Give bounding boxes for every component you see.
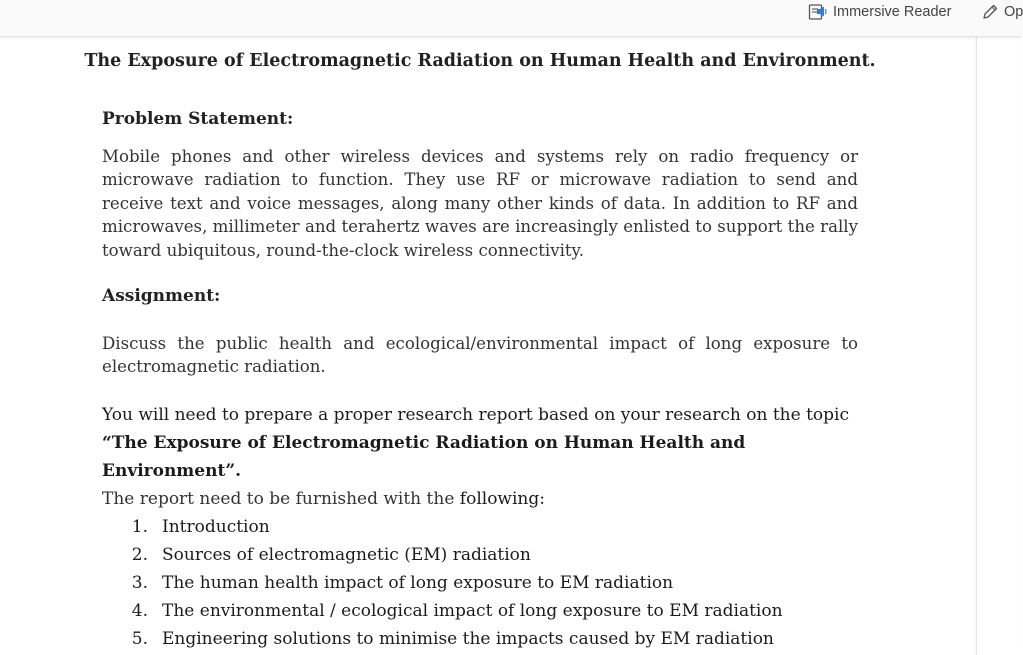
open-edit-label: Op <box>1004 4 1023 20</box>
problem-statement-heading: Problem Statement: <box>102 109 294 129</box>
right-pane-gutter <box>976 37 1022 655</box>
list-item-text: Engineering solutions to minimise the impacts caused by EM radiation <box>162 629 774 649</box>
report-need-text: The report need to be furnished with the <box>102 489 455 509</box>
report-following-text: following: <box>454 489 545 509</box>
list-item-number: 4. <box>131 601 148 621</box>
report-topic: “The Exposure of Electromagnetic Radiation on Human Health and Environment”. <box>102 433 746 481</box>
top-toolbar <box>0 0 1021 37</box>
list-item-text: Sources of electromagnetic (EM) radiation <box>162 545 531 565</box>
list-item <box>102 513 783 541</box>
open-edit-button[interactable] <box>981 0 1023 24</box>
list-item <box>102 625 783 653</box>
assignment-heading: Assignment: <box>102 286 221 306</box>
immersive-reader-label: Immersive Reader <box>833 4 952 20</box>
list-item-text: The environmental / ecological impact of long exposure to EM radiation <box>162 601 783 621</box>
report-sections-list <box>102 513 783 653</box>
problem-statement-text: Mobile phones and other wireless devices and systems rely on radio frequency or microwave radiation to function. They use RF or microwave radiation to send and receive text and voice messages, along many other kinds of data. In addition to RF and microwaves, millimeter and terahertz waves are increasingly enlisted to support the rally toward ubiquitous, round-the-clock wireless connectivity. <box>102 147 858 260</box>
list-item <box>102 569 783 597</box>
report-intro-line: You will need to prepare a proper research report based on your research on the topic <box>102 405 849 425</box>
immersive-reader-button[interactable] <box>808 0 951 24</box>
list-item-number: 2. <box>131 545 148 565</box>
immersive-reader-icon <box>808 2 828 22</box>
list-item-number: 5. <box>131 629 148 649</box>
report-topic-line <box>102 429 862 485</box>
list-item-number: 3. <box>131 573 148 593</box>
list-item <box>102 541 783 569</box>
list-item-text: Introduction <box>162 517 270 537</box>
list-item <box>102 597 783 625</box>
list-item-number: 1. <box>131 517 148 537</box>
list-item-text: The human health impact of long exposure to EM radiation <box>162 573 674 593</box>
document-page <box>0 37 975 655</box>
document-title: The Exposure of Electromagnetic Radiation on Human Health and Environment. <box>84 51 876 71</box>
report-instructions <box>102 401 862 513</box>
report-need-line <box>102 485 862 513</box>
pencil-icon <box>981 3 999 21</box>
assignment-text: Discuss the public health and ecological/environmental impact of long exposure to electromagnetic radiation. <box>102 334 858 377</box>
